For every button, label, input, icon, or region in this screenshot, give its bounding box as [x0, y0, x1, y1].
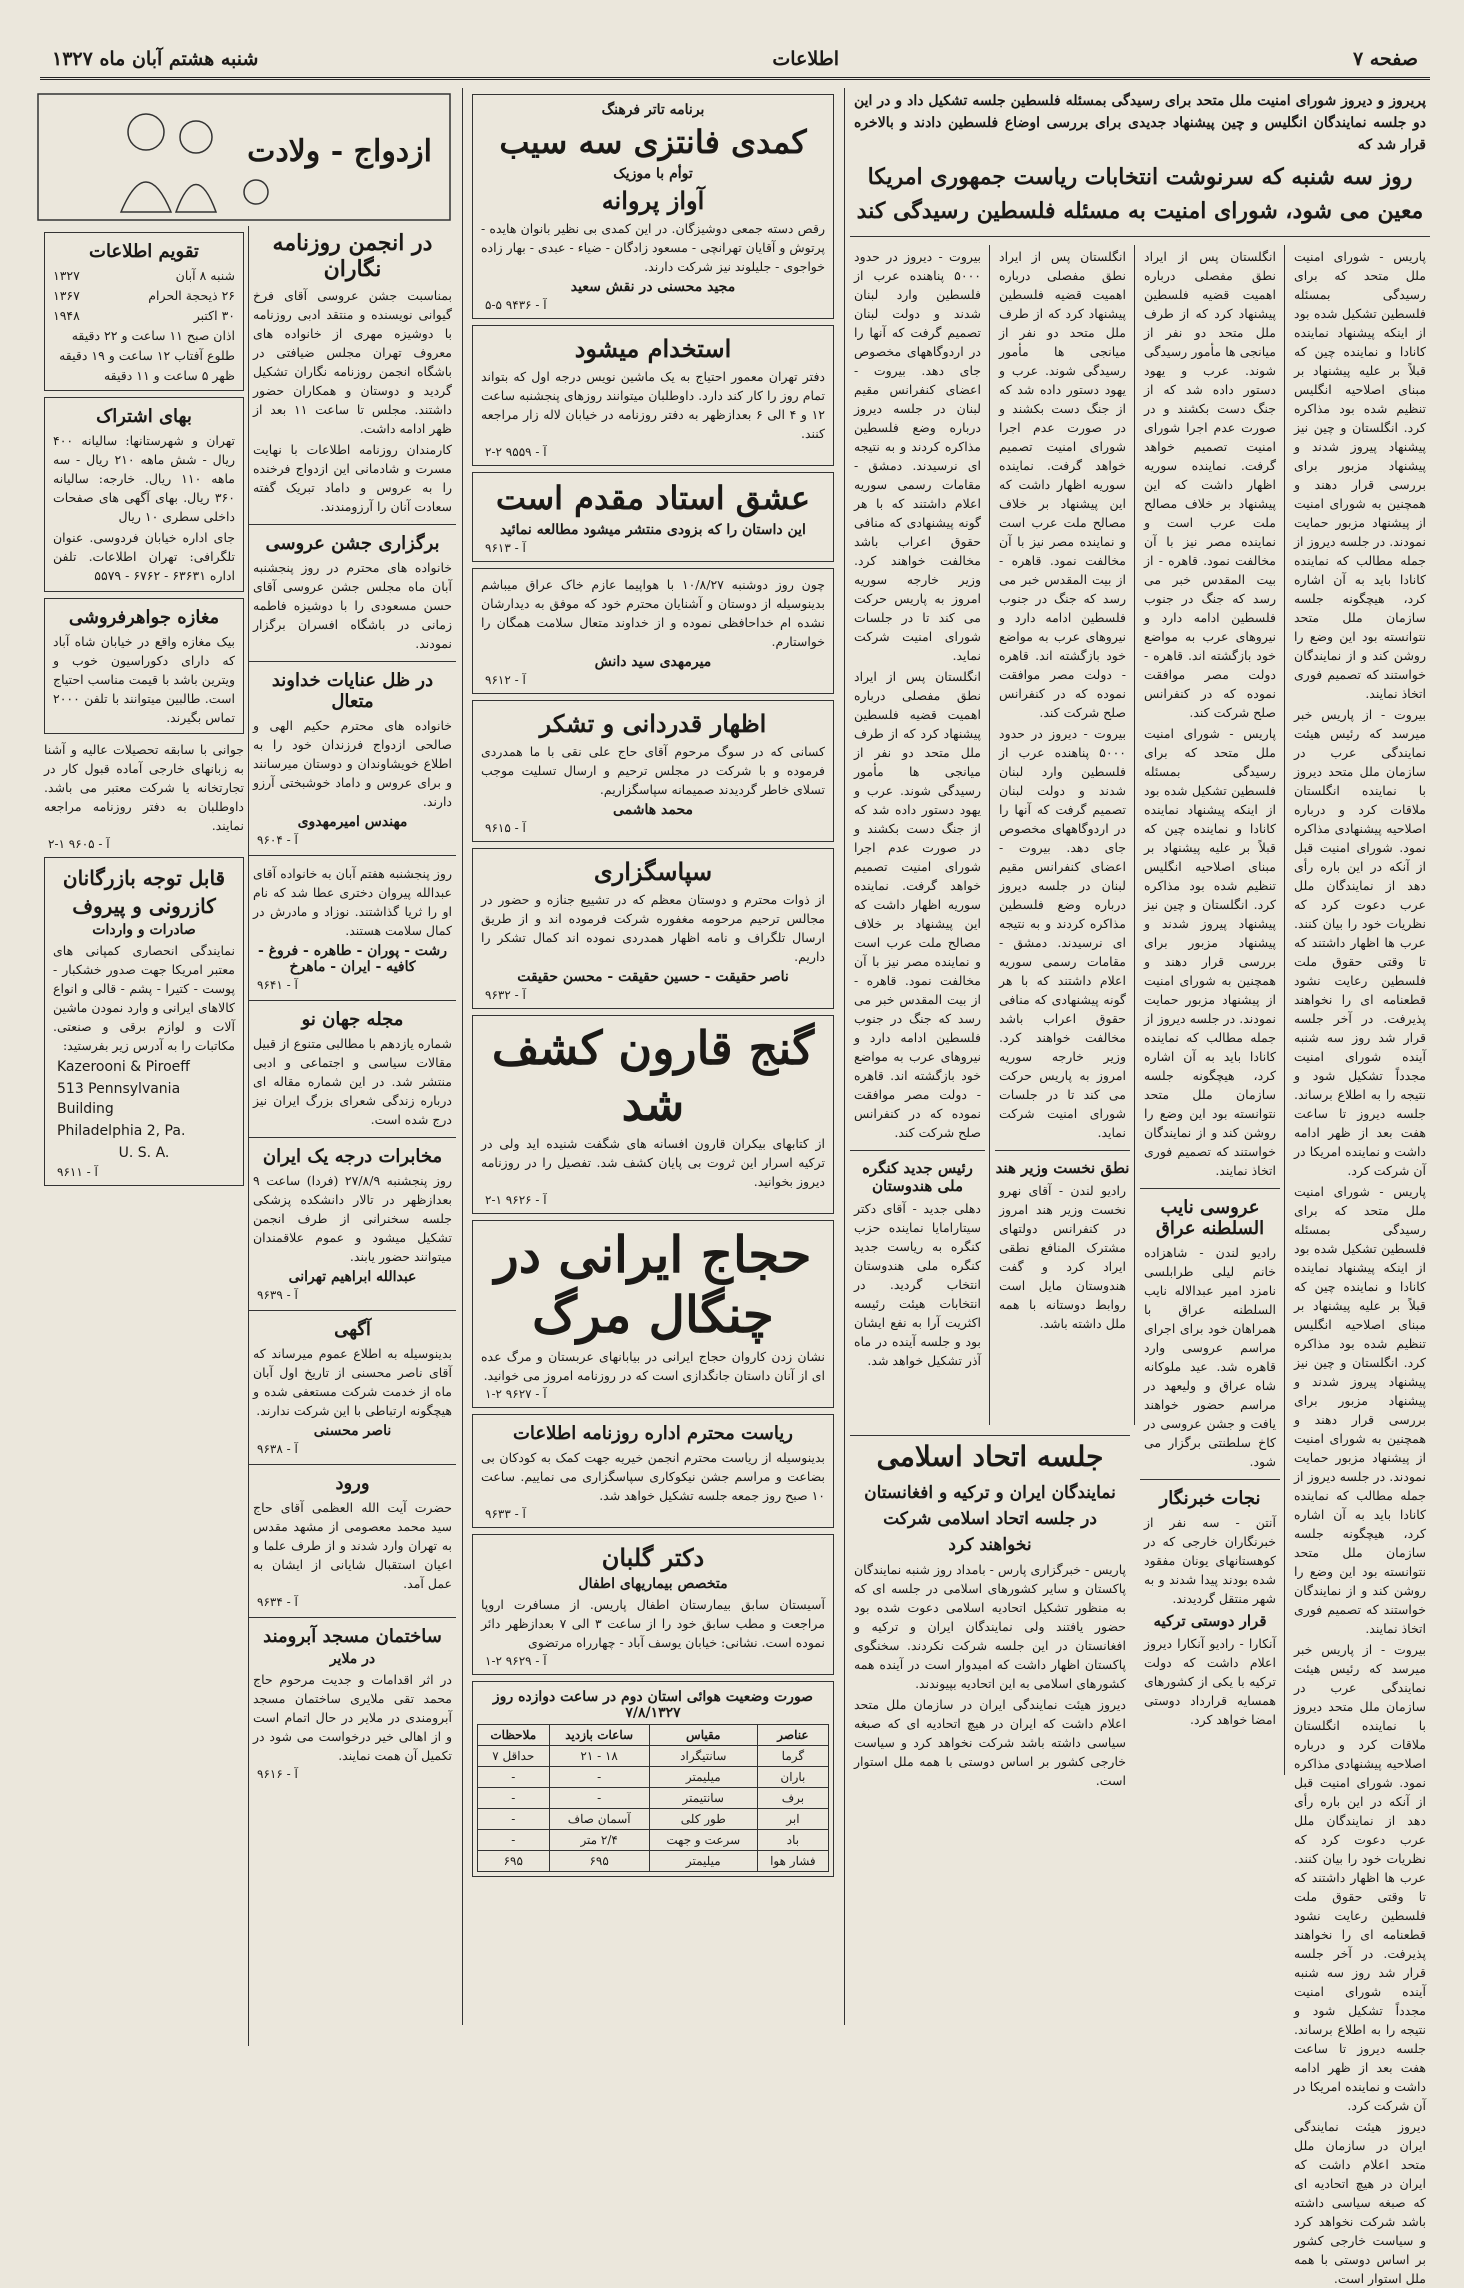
- shop-ad: [44, 598, 244, 734]
- doctor-title: دکتر گلبان: [601, 1543, 705, 1572]
- paper-name: اطلاعات: [772, 47, 840, 70]
- calendar-cell: ۱۳۶۷: [53, 288, 80, 303]
- news-col-4: [850, 245, 985, 1425]
- theatre-title: کمدی فانتزی سه سیب: [499, 123, 807, 161]
- calendar-rows: [49, 266, 239, 386]
- karzooni-sub: صادرات و واردات: [92, 922, 196, 938]
- farewell-ad: [472, 568, 834, 694]
- feast-title: برگزاری جشن عروسی: [265, 533, 440, 554]
- gratitude-ad: [472, 848, 834, 1009]
- weather-cell: میلیمتر: [649, 1851, 757, 1872]
- ad-code: آ - ۹۶۱۳: [485, 541, 526, 555]
- hire-ad: [472, 325, 834, 466]
- wedding-illustration: [44, 92, 452, 222]
- doctor-text: آسیستان سابق بیمارستان اطفال پاریس. از مسافرت اروپا مراجعت و مطب سابق خود را از ساعت ۳ الی ۷ بعدازظهر دائر نموده است. نشانی: خیابان یوسف آباد - چهارراه مرتضوی: [481, 1597, 825, 1650]
- story-sub: این داستان را که بزودی منتشر میشود مطالعه نمائید: [500, 522, 806, 538]
- weather-row: [478, 1851, 829, 1872]
- ad-code: آ - ۹۵۵۹ ۲-۲: [485, 445, 547, 459]
- tel-sig: عبدالله ابراهیم تهرانی: [288, 1269, 417, 1285]
- weather-row: [478, 1788, 829, 1809]
- ad-code: آ - ۹۶۱۶: [257, 1767, 298, 1781]
- thanks-sig: محمد هاشمی: [613, 802, 693, 818]
- farewell-sig: میرمهدی سید دانش: [594, 654, 712, 670]
- feast-text: خانواده های محترم در روز پنجشنبه آبان ماه مجلس جشن عروسی آقای حسن مسعودی را با دوشیزه فاطمه زمانی در باشگاه افسران برگزار نمودند.: [253, 560, 452, 651]
- article-text: پاریس - شورای امنیت ملل متحد که برای رسیدگی بمسئله فلسطین تشکیل شده بود از اینکه پیشنهاد نماینده کانادا و نماینده چین که قبلاً بر علیه پیشنهاد بر مبنای اصلاحیه انگلیس تنظیم شده بود مذاکره کرد. انگلستان و چین نیز پیشنهاد پیروز شدند و پیشنهاد مزبور برای بررسی قرار دهند و همچنین به شورای امنیت از پیشنهاد مزبور حمایت نمودند. در جلسه دیروز از جمله مطالب که نماینده کانادا باید به آن اشاره کرد، هیچگونه جلسه سازمان ملل متحد نتوانسته بود این وضع را روشن کند و از نمایندگان خواستند که تصمیم فوری اتخاذ نمایند.: [1294, 249, 1426, 701]
- assoc-title: در انجمن روزنامه نگاران: [272, 230, 433, 282]
- article-text: انگلستان پس از ایراد نطق مفصلی درباره اهمیت قضیه فلسطین پیشنهاد کرد که از طرف ملل متحد دو نفر از میانجی ها مأمور رسیدگی شوند. عرب و یهود دستور داده شد که از جنگ دست بکشند و در صورت عدم اجرا شورای امنیت تصمیم خواهد گرفت. نماینده سوریه اظهار داشت که این پیشنهاد بر خلاف مصالح ملت عرب است و نماینده مصر نیز با آن مخالفت نمود. قاهره - از بیت المقدس خبر می رسد که جنگ در جنوب فلسطین ادامه دارد و نیروهای عرب به مواضع خود بازگشته اند. قاهره - دولت مصر موافقت نموده که در کنفرانس صلح شرکت کند.: [1144, 249, 1276, 720]
- weather-cell: -: [478, 1830, 550, 1851]
- calendar-row: [49, 286, 239, 306]
- article-title-iraq: عروسی نایب السلطنه عراق: [1155, 1197, 1265, 1239]
- main-news-section: [850, 88, 1430, 2286]
- karzooni-en-3: Philadelphia 2, Pa.: [57, 1123, 186, 1139]
- weather-cell: باران: [757, 1767, 828, 1788]
- staff-text: کارمندان روزنامه اطلاعات با نهایت مسرت و شادمانی این ازدواج فرخنده را به عروس و داماد تبریک گفته سعادت آنان را آرزومندند.: [253, 442, 452, 514]
- social-col-a: [248, 226, 456, 2046]
- theatre-text: رقص دسته جمعی دوشیزگان. در این کمدی بی نظیر بانوان هایده - پرتوش و آقایان تهرانچی - مسعود زادگان - ضیاء - عبدی - بهار زاده خواجوی - جلیلوند نیز شرکت دارند.: [481, 221, 825, 274]
- news-col-1: [1290, 245, 1430, 2286]
- treasure-title: گنج قارون کشف شد: [491, 1021, 815, 1131]
- weather-header-cell: عناصر: [757, 1725, 828, 1746]
- weather-cell: -: [549, 1767, 649, 1788]
- article-text: دیروز هیئت نمایندگی ایران در سازمان ملل متحد اعلام داشت که ایران در هیچ اتحادیه ای که صبغه سیاسی داشته باشد شرکت نخواهد کرد و سیاست خارجی کشور بر اساس دوستی با همه ملل استوار است.: [1294, 2119, 1426, 2286]
- shop-text: بیک مغازه واقع در خیابان شاه آباد که دارای دکوراسیون خوب و ویترین باشد با قیمت مناسب احتیاج است. طالبین میتوانند با تلفن ۲۰۰۰ تماس بگیرند.: [53, 634, 235, 725]
- pact-subheadline: نمایندگان ایران و ترکیه و افغانستان در جلسه اتحاد اسلامی شرکت نخواهند کرد: [864, 1483, 1116, 1555]
- karzooni-title2: کازرونی و پیروف: [72, 894, 216, 918]
- tel-title: مخابرات درجه یک ایران: [262, 1146, 443, 1167]
- weather-cell: -: [478, 1788, 550, 1809]
- theatre-kicker: برنامه تاتر فرهنگ: [601, 102, 705, 118]
- weather-cell: ۱۸ - ۲۱: [549, 1746, 649, 1767]
- calendar-row: [49, 366, 239, 386]
- calendar-cell: طلوع آفتاب ۱۲ ساعت و ۱۹ دقیقه: [59, 348, 235, 363]
- karzooni-en-4: U. S. A.: [118, 1145, 170, 1161]
- subscription-text: تهران و شهرستانها: سالیانه ۴۰۰ ریال - شش ماهه ۲۱۰ ریال - سه ماهه ۱۱۰ ریال. خارجه: سالیانه ۳۶۰ ریال. بهای آگهی های صفحات داخلی سطری ۱۰ ریال: [53, 433, 235, 524]
- pact-headline: جلسه اتحاد اسلامی: [876, 1440, 1104, 1473]
- weather-row: [478, 1809, 829, 1830]
- article-text: انگلستان پس از ایراد نطق مفصلی درباره اهمیت قضیه فلسطین پیشنهاد کرد که از طرف ملل متحد دو نفر از میانجی ها مأمور رسیدگی شوند. عرب و یهود دستور داده شد که از جنگ دست بکشند و در صورت عدم اجرا شورای امنیت تصمیم خواهد گرفت. نماینده سوریه اظهار داشت که این پیشنهاد بر خلاف مصالح ملت عرب است و نماینده مصر نیز با آن مخالفت نمود. قاهره - از بیت المقدس خبر می رسد که جنگ در جنوب فلسطین ادامه دارد و نیروهای عرب به مواضع خود بازگشته اند. قاهره - دولت مصر موافقت نموده که در کنفرانس صلح شرکت کند.: [854, 669, 981, 1140]
- story-title: عشق استاد مقدم است: [495, 479, 811, 517]
- weather-cell: -: [478, 1809, 550, 1830]
- social-col-b: [40, 226, 248, 2046]
- calendar-cell: ۱۹۴۸: [53, 308, 80, 323]
- theatre-sub: توأم با موزیک: [613, 166, 693, 182]
- issue-date: شنبه هشتم آبان ماه ۱۳۲۷: [52, 47, 259, 70]
- subscription-title: بهای اشتراک: [96, 406, 192, 427]
- weather-row: [478, 1767, 829, 1788]
- article-text: آنکارا - رادیو آنکارا دیروز اعلام داشت که دولت ترکیه با یکی از کشورهای همسایه قرارداد دوستی امضا خواهد کرد.: [1144, 1636, 1276, 1727]
- weather-cell: حداقل ۷: [478, 1746, 550, 1767]
- article-text: دیروز هیئت نمایندگی ایران در سازمان ملل متحد اعلام داشت که ایران در هیچ اتحادیه ای که صبغه سیاسی داشته باشد شرکت نخواهد کرد و سیاست خارجی کشور بر اساس دوستی با همه ملل استوار است.: [854, 1697, 1126, 1788]
- shop-title: مغازه جواهرفروشی: [68, 607, 220, 628]
- weather-cell: سانتیمتر: [649, 1788, 757, 1809]
- doctor-sub: متخصص بیماریهای اطفال: [578, 1576, 728, 1592]
- weather-cell: باد: [757, 1830, 828, 1851]
- pilgrim-title: حجاج ایرانی در چنگال مرگ: [494, 1225, 812, 1344]
- article-text: بیروت - دیروز در حدود ۵۰۰۰ پناهنده عرب از فلسطین وارد لبنان شدند و دولت لبنان تصمیم گرفت که آنها را در اردوگاههای مخصوص جای دهد. بیروت - اعضای کنفرانس مقیم لبنان در جلسه دیروز درباره وضع فلسطین مذاکره کردند و به نتیجه ای نرسیدند. دمشق - مقامات رسمی سوریه اعلام داشتند که با هر گونه پیشنهادی که منافی حقوق اعراب باشد مخالفت خواهند کرد. وزیر خارجه سوریه امروز به پاریس حرکت می کند تا در جلسات شورای امنیت شرکت نماید.: [999, 726, 1126, 1140]
- ad-code: آ - ۹۶۲۶ ۱-۲: [485, 1193, 547, 1207]
- article-text: بیروت - از پاریس خبر میرسد که رئیس هیئت نمایندگی عرب در سازمان ملل متحد دیروز با نماینده انگلستان ملاقات کرد و درباره اصلاحیه پیشنهادی مذاکره نمود. شورای امنیت قبل از آنکه در این باره رأی دهد از نمایندگان ملل عرب دعوت کرد که نظریات خود را بیان کنند. عرب ها اظهار داشتند که تا وقتی حقوق ملت فلسطین رعایت نشود قطعنامه ای را نخواهند پذیرفت. در آخر جلسه قرار شد روز سه شنبه آینده شورای امنیت مجدداً تشکیل شود و نتیجه را به اطلاع برساند. جلسه دیروز تا ساعت هفت بعد از ظهر ادامه داشت و نماینده امریکا در آن شرکت کرد.: [1294, 1642, 1426, 2113]
- address-text: جای اداره خیابان فردوسی. عنوان تلگرافی: تهران اطلاعات. تلفن اداره ۶۳۶۳۱ - ۶۷۶۲ - ۵۵۷۹: [53, 530, 235, 583]
- ad-code: آ - ۹۶۳۸: [257, 1442, 298, 1456]
- article-text: پاریس - شورای امنیت ملل متحد که برای رسیدگی بمسئله فلسطین تشکیل شده بود از اینکه پیشنهاد نماینده کانادا و نماینده چین که قبلاً بر علیه پیشنهاد بر مبنای اصلاحیه انگلیس تنظیم شده بود مذاکره کرد. انگلستان و چین نیز پیشنهاد پیروز شدند و پیشنهاد مزبور برای بررسی قرار دهند و همچنین به شورای امنیت از پیشنهاد مزبور حمایت نمودند. در جلسه دیروز از جمله مطالب که نماینده کانادا باید به آن اشاره کرد، هیچگونه جلسه سازمان ملل متحد نتوانسته بود این وضع را روشن کند و از نمایندگان خواستند که تصمیم فوری اتخاذ نمایند.: [1294, 1184, 1426, 1636]
- story-ad: [472, 472, 834, 562]
- theatre-sig: مجید محسنی در نقش سعید: [570, 279, 736, 295]
- karzooni-title: قابل توجه بازرگانان: [62, 866, 226, 890]
- pact-article: [850, 1435, 1130, 1788]
- calendar-row: [49, 306, 239, 326]
- calendar-cell: ۱۳۲۷: [53, 268, 80, 283]
- birth-sig: رشت - پوران - طاهره - فروغ - کافیه - ایران - ماهرخ: [257, 943, 448, 975]
- article-text: بیروت - دیروز در حدود ۵۰۰۰ پناهنده عرب از فلسطین وارد لبنان شدند و دولت لبنان تصمیم گرفت که آنها را در اردوگاههای مخصوص جای دهد. بیروت - اعضای کنفرانس مقیم لبنان در جلسه دیروز درباره وضع فلسطین مذاکره کردند و به نتیجه ای نرسیدند. دمشق - مقامات رسمی سوریه اعلام داشتند که با هر گونه پیشنهادی که منافی حقوق اعراب باشد مخالفت خواهند کرد. وزیر خارجه سوریه امروز به پاریس حرکت می کند تا در جلسات شورای امنیت شرکت نماید.: [854, 249, 981, 663]
- gratitude-text: از ذوات محترم و دوستان معظم که در تشییع جنازه و حضور در مجالس ترحیم مرحومه مغفوره شرکت فرموده اند و از طریق ارسال تلگراف و نامه اظهار همدردی نموده اند کمال تشکر را داریم.: [481, 892, 825, 964]
- theatre-sub2: آواز پروانه: [601, 186, 705, 215]
- theatre-ad: [472, 94, 834, 319]
- subscription-box: [44, 397, 244, 592]
- article-text: آنتن - سه نفر از خبرنگاران خارجی که در کوهستانهای یونان مفقود شده بودند پیدا شدند و به شهر منتقل گردیدند.: [1144, 1515, 1276, 1606]
- weather-cell: ۶۹۵: [549, 1851, 649, 1872]
- ad-code: آ - ۹۶۰۴: [257, 833, 298, 847]
- pilgrim-ad: [472, 1220, 834, 1408]
- assoc-text: بمناسبت جشن عروسی آقای فرخ گیوانی نویسنده و منتقد ادبی روزنامه با دوشیزه مهری از خانواده های معروف تهران مجلس ضیافتی در باشگاه انجمن روزنامه نگاران تشکیل گردید و دوستان و همکاران حضور داشتند. مجلس تا ساعت ۱۱ بعد از ظهر ادامه داشت.: [253, 288, 452, 436]
- article-text: بیروت - از پاریس خبر میرسد که رئیس هیئت نمایندگی عرب در سازمان ملل متحد دیروز با نماینده انگلستان ملاقات کرد و درباره اصلاحیه پیشنهادی مذاکره نمود. شورای امنیت قبل از آنکه در این باره رأی دهد از نمایندگان ملل عرب دعوت کرد که نظریات خود را بیان کنند. عرب ها اظهار داشتند که تا وقتی حقوق ملت فلسطین رعایت نشود قطعنامه ای را نخواهند پذیرفت. در آخر جلسه قرار شد روز سه شنبه آینده شورای امنیت مجدداً تشکیل شود و نتیجه را به اطلاع برساند. جلسه دیروز تا ساعت هفت بعد از ظهر ادامه داشت و نماینده امریکا در آن شرکت کرد.: [1294, 707, 1426, 1178]
- ad-code: آ - ۹۶۱۵: [485, 821, 526, 835]
- thanks-ad: [472, 700, 834, 842]
- article-text: پاریس - خبرگزاری پارس - بامداد روز شنبه نمایندگان پاکستان و سایر کشورهای اسلامی در جلسه ای که به منظور تشکیل اتحادیه اسلامی دعوت شده بود حضور یافتند ولی نمایندگان ایران و ترکیه و افغانستان در این جلسه شرکت نکردند. سخنگوی پاکستان اظهار داشت که امیدوار است در آینده همه کشورهای اسلامی به این اتحادیه بپیوندند.: [854, 1562, 1126, 1691]
- page-header: [40, 40, 1430, 80]
- article-title-najat: نجات خبرنگار: [1159, 1488, 1261, 1509]
- grace-title: در ظل عنایات خداوند متعال: [271, 670, 434, 712]
- weather-cell: ابر: [757, 1809, 828, 1830]
- article-title-turkey: قرار دوستی ترکیه: [1153, 1612, 1267, 1630]
- article-text: انگلستان پس از ایراد نطق مفصلی درباره اهمیت قضیه فلسطین پیشنهاد کرد که از طرف ملل متحد دو نفر از میانجی ها مأمور رسیدگی شوند. عرب و یهود دستور داده شد که از جنگ دست بکشند و در صورت عدم اجرا شورای امنیت تصمیم خواهد گرفت. نماینده سوریه اظهار داشت که این پیشنهاد بر خلاف مصالح ملت عرب است و نماینده مصر نیز با آن مخالفت نمود. قاهره - از بیت المقدس خبر می رسد که جنگ در جنوب فلسطین ادامه دارد و نیروهای عرب به مواضع خود بازگشته اند. قاهره - دولت مصر موافقت نموده که در کنفرانس صلح شرکت کند.: [999, 249, 1126, 720]
- grace-text: خانواده های محترم حکیم الهی و صالحی ازدواج فرزندان خود را به اطلاع خویشاوندان و دوستان میرسانند و برای عروس و داماد خوشبختی آرزو دارند.: [253, 718, 452, 809]
- weather-row: [478, 1830, 829, 1851]
- ad-code: آ - ۹۶۲۷ ۲-۱: [485, 1387, 547, 1401]
- ad-code: آ - ۹۶۳۳: [485, 1507, 526, 1521]
- mosque-sub: در ملایر: [329, 1651, 376, 1667]
- article-text: پاریس - شورای امنیت ملل متحد که برای رسیدگی بمسئله فلسطین تشکیل شده بود از اینکه پیشنهاد نماینده کانادا و نماینده چین که قبلاً بر علیه پیشنهاد بر مبنای اصلاحیه انگلیس تنظیم شده بود مذاکره کرد. انگلستان و چین نیز پیشنهاد پیروز شدند و پیشنهاد مزبور برای بررسی قرار دهند و همچنین به شورای امنیت از پیشنهاد مزبور حمایت نمودند. در جلسه دیروز از جمله مطالب که نماینده کانادا باید به آن اشاره کرد، هیچگونه جلسه سازمان ملل متحد نتوانسته بود این وضع را روشن کند و از نمایندگان خواستند که تصمیم فوری اتخاذ نمایند.: [1144, 726, 1276, 1178]
- calendar-cell: ۲۶ ذیحجة الحرام: [148, 288, 235, 303]
- news-headline: روز سه شنبه که سرنوشت انتخابات ریاست جمهوری امریکا معین می شود، شورای امنیت به مسئله فلسطین رسیدگی کند: [856, 164, 1424, 224]
- farewell-text: چون روز دوشنبه ۱۰/۸/۲۷ با هواپیما عازم خاک عراق میباشم بدینوسیله از دوستان و آشنایان محترم خود که موفق به دیدارشان نشده ام خداحافظی نموده و از خداوند متعال سلامت همگان را خواستارم.: [481, 577, 825, 649]
- ad-code: آ - ۹۴۳۶ ۵-۵: [485, 298, 547, 312]
- karzooni-ad: [44, 857, 244, 1186]
- weather-cell: آسمان صاف: [549, 1809, 649, 1830]
- weather-cell: گرما: [757, 1746, 828, 1767]
- birth-text: روز پنجشنبه هفتم آبان به خانواده آقای عبدالله پیروان دختری عطا شد که نام او را ثریا گذاشتند. نوزاد و مادرش در کمال سلامت هستند.: [253, 866, 452, 938]
- notice-title: آگهی: [334, 1319, 371, 1340]
- mosque-title: ساختمان مسجد آبرومند: [263, 1626, 442, 1647]
- page-number: صفحه ۷: [1352, 47, 1418, 70]
- job-seeker-text: جوانی با سابقه تحصیلات عالیه و آشنا به زبانهای خارجی آماده قبول کار در تجارتخانه یا شرکت معتبر می باشد. داوطلبان به دفتر روزنامه مراجعه نمایند.: [44, 742, 244, 833]
- weather-cell: میلیمتر: [649, 1767, 757, 1788]
- news-col-3: [995, 245, 1130, 1425]
- notice-text: بدینوسیله به اطلاع عموم میرساند که آقای ناصر محسنی از تاریخ اول آبان ماه از خدمت شرکت مستعفی شده و هیچگونه ارتباطی با این شرکت ندارند.: [253, 1346, 452, 1418]
- calendar-title: تقویم اطلاعات: [89, 241, 199, 262]
- admin-text: بدینوسیله از ریاست محترم انجمن خیریه جهت کمک به کودکان بی بضاعت و مراسم جشن نیکوکاری سپاسگزاری می نماییم. ساعت ۱۰ صبح روز جمعه جلسه تشکیل خواهد شد.: [481, 1450, 825, 1503]
- article-text: دهلی جدید - آقای دکتر سیتارامایا نماینده حزب کنگره به ریاست جدید کنگره ملی هندوستان انتخاب گردید. در انتخابات هیئت رئیسه اکثریت آرا به نفع ایشان بود و جلسه آینده در ماه آذر تشکیل خواهد شد.: [854, 1201, 981, 1368]
- mosque-text: در اثر اقدامات و جدیت مرحوم حاج محمد تقی ملایری ساختمان مسجد آبرومندی در ملایر در حال اتمام است و از اهالی خیر درخواست می شود در تکمیل آن همت نمایند.: [253, 1672, 452, 1763]
- pilgrim-text: نشان زدن کاروان حجاج ایرانی در بیابانهای عربستان و مرگ عده ای از آنان داستان جانگدازی است که در روزنامه امروز می خوانید.: [481, 1349, 825, 1383]
- wedding-title: ازدواج - ولادت: [247, 134, 432, 169]
- calendar-cell: ۳۰ اکتبر: [193, 308, 235, 323]
- weather-row: [478, 1746, 829, 1767]
- gratitude-title: سپاسگزاری: [593, 857, 713, 886]
- mag-title: مجله جهان نو: [301, 1009, 404, 1030]
- weather-cell: -: [478, 1767, 550, 1788]
- gratitude-sig: ناصر حقیقت - حسین حقیقت - محسن حقیقت: [517, 969, 789, 985]
- ad-code: آ - ۹۶۴۱: [257, 978, 298, 992]
- weather-cell: -: [549, 1788, 649, 1809]
- weather-cell: ۶۹۵: [478, 1851, 550, 1872]
- calendar-row: [49, 326, 239, 346]
- calendar-cell: ظهر ۵ ساعت و ۱۱ دقیقه: [103, 368, 235, 383]
- ad-code: آ - ۹۶۰۵ ۱-۲: [48, 837, 110, 851]
- hire-text: دفتر تهران معمور احتیاج به یک ماشین نویس درجه اول که بتواند تمام روز را کار کند دارد. داوطلبان میتوانند روزهای پنجشنبه ساعت ۱۲ و ۴ الی ۶ بعدازظهر به دفتر روزنامه در خیابان لاله زار مراجعه کنند.: [481, 369, 825, 441]
- article-text: رادیو لندن - شاهزاده خانم لیلی طرابلسی نامزد امیر عبدالاله نایب السلطنه عراق با همراهان خود برای اجرای مراسم عروسی وارد قاهره شد. عید ملوکانه شاه عراق و ولیعهد در مراسم حضور خواهند یافت و جشن عروسی در کاخ سلطنتی برگزار می شود.: [1144, 1245, 1276, 1469]
- doctor-ad: [472, 1534, 834, 1675]
- weather-report: [472, 1681, 834, 1877]
- thanks-title: اظهار قدردانی و تشکر: [539, 709, 767, 738]
- thanks-text: کسانی که در سوگ مرحوم آقای حاج علی نقی با ما همدردی فرموده و با شرکت در مجلس ترحیم و ارسال تسلیت موجب تسلای خاطر گردیدند صمیمانه سپاسگزاریم.: [481, 744, 825, 797]
- weather-title: صورت وضعیت هوائی استان دوم در ساعت دوازده روز ۷/۸/۱۳۲۷: [492, 1689, 814, 1721]
- social-section: [40, 88, 456, 2025]
- hire-title: استخدام میشود: [574, 334, 732, 363]
- weather-cell: برف: [757, 1788, 828, 1809]
- tel-text: روز پنجشنبه ۲۷/۸/۹ (فردا) ساعت ۹ بعدازظهر در تالار دانشکده پزشکی جلسه سخنرانی از طرف انجمن تشکیل میشود و عموم علاقمندان میتوانند حضور یابند.: [253, 1173, 452, 1264]
- karzooni-text: نمایندگی انحصاری کمپانی های معتبر امریکا جهت صدور خشکبار - پوست - کتیرا - پشم - قالی و انواع کالاهای ایرانی و وارد نمودن ماشین آلات و لوازم برقی و صنعتی. مکاتبات را به آدرس زیر بفرستید:: [53, 943, 235, 1053]
- weather-cell: ۲/۴ متر: [549, 1830, 649, 1851]
- weather-header-cell: مقیاس: [649, 1725, 757, 1746]
- weather-cell: سرعت و جهت: [649, 1830, 757, 1851]
- calendar-box: [44, 232, 244, 391]
- calendar-row: [49, 346, 239, 366]
- arrival-text: حضرت آیت الله العظمی آقای حاج سید محمد معصومی از مشهد مقدس به تهران وارد شدند و از طرف علما و اعیان استقبال شایانی از ایشان به عمل آمد.: [253, 1500, 452, 1591]
- news-kicker: پریروز و دیروز شورای امنیت ملل متحد برای رسیدگی بمسئله فلسطین جلسه تشکیل داد و در این دو جلسه نمایندگان انگلیس و چین پیشنهاد جدیدی برای بررسی اوضاع فلسطین دادند و بالاخره قرار شد که: [854, 93, 1426, 153]
- weather-header-cell: ملاحظات: [478, 1725, 550, 1746]
- ad-code: آ - ۹۶۳۲: [485, 988, 526, 1002]
- ad-code: آ - ۹۶۱۲: [485, 673, 526, 687]
- grace-sig: مهندس امیرمهدوی: [297, 814, 408, 830]
- weather-table: [477, 1724, 829, 1872]
- calendar-cell: اذان صبح ۱۱ ساعت و ۲۲ دقیقه: [71, 328, 235, 343]
- calendar-cell: شنبه ۸ آبان: [175, 268, 235, 283]
- karzooni-en-1: Kazerooni & Piroeff: [57, 1059, 190, 1075]
- newspaper-page: [40, 40, 1430, 2286]
- calendar-row: [49, 266, 239, 286]
- article-title-pm: نطق نخست وزیر هند: [995, 1159, 1130, 1177]
- ad-code: آ - ۹۶۳۹: [257, 1288, 298, 1302]
- treasure-text: از کتابهای بیکران قارون افسانه های شگفت شنیده اید ولی در ترکیه اسرار این ثروت بی پایان کشف شد. تفصیل را در روزنامه دیروز بخوانید.: [481, 1136, 825, 1189]
- news-col-2: [1140, 245, 1280, 1775]
- article-text: رادیو لندن - آقای نهرو نخست وزیر هند امروز در کنفرانس دولتهای مشترک المنافع نطقی ایراد کرد و گفت هندوستان مایل است روابط دوستانه با همه ملل داشته باشد.: [999, 1183, 1126, 1331]
- treasure-ad: [472, 1015, 834, 1214]
- ad-code: آ - ۹۶۲۹ ۲-۱: [485, 1654, 547, 1668]
- weather-cell: سانتیگراد: [649, 1746, 757, 1767]
- admin-ad: [472, 1414, 834, 1528]
- ads-center-section: [468, 88, 838, 2025]
- weather-cell: فشار هوا: [757, 1851, 828, 1872]
- article-title-india: رئیس جدید کنگره ملی هندوستان: [862, 1159, 973, 1195]
- weather-header-cell: ساعات بازدید: [549, 1725, 649, 1746]
- mag-text: شماره یازدهم با مطالبی متنوع از قبیل مقالات سیاسی و اجتماعی و ادبی منتشر شد. در این شماره مقاله ای درباره زندگی شعرای بزرگ ایران نیز درج شده است.: [253, 1036, 452, 1127]
- ad-code: آ - ۹۶۱۱: [57, 1165, 98, 1179]
- admin-title: ریاست محترم اداره روزنامه اطلاعات: [512, 1423, 794, 1444]
- arrival-title: ورود: [335, 1473, 370, 1494]
- notice-sig: ناصر محسنی: [313, 1423, 392, 1439]
- karzooni-en-2: 513 Pennsylvania Building: [57, 1081, 181, 1117]
- weather-cell: طور کلی: [649, 1809, 757, 1830]
- ad-code: آ - ۹۶۳۴: [257, 1595, 298, 1609]
